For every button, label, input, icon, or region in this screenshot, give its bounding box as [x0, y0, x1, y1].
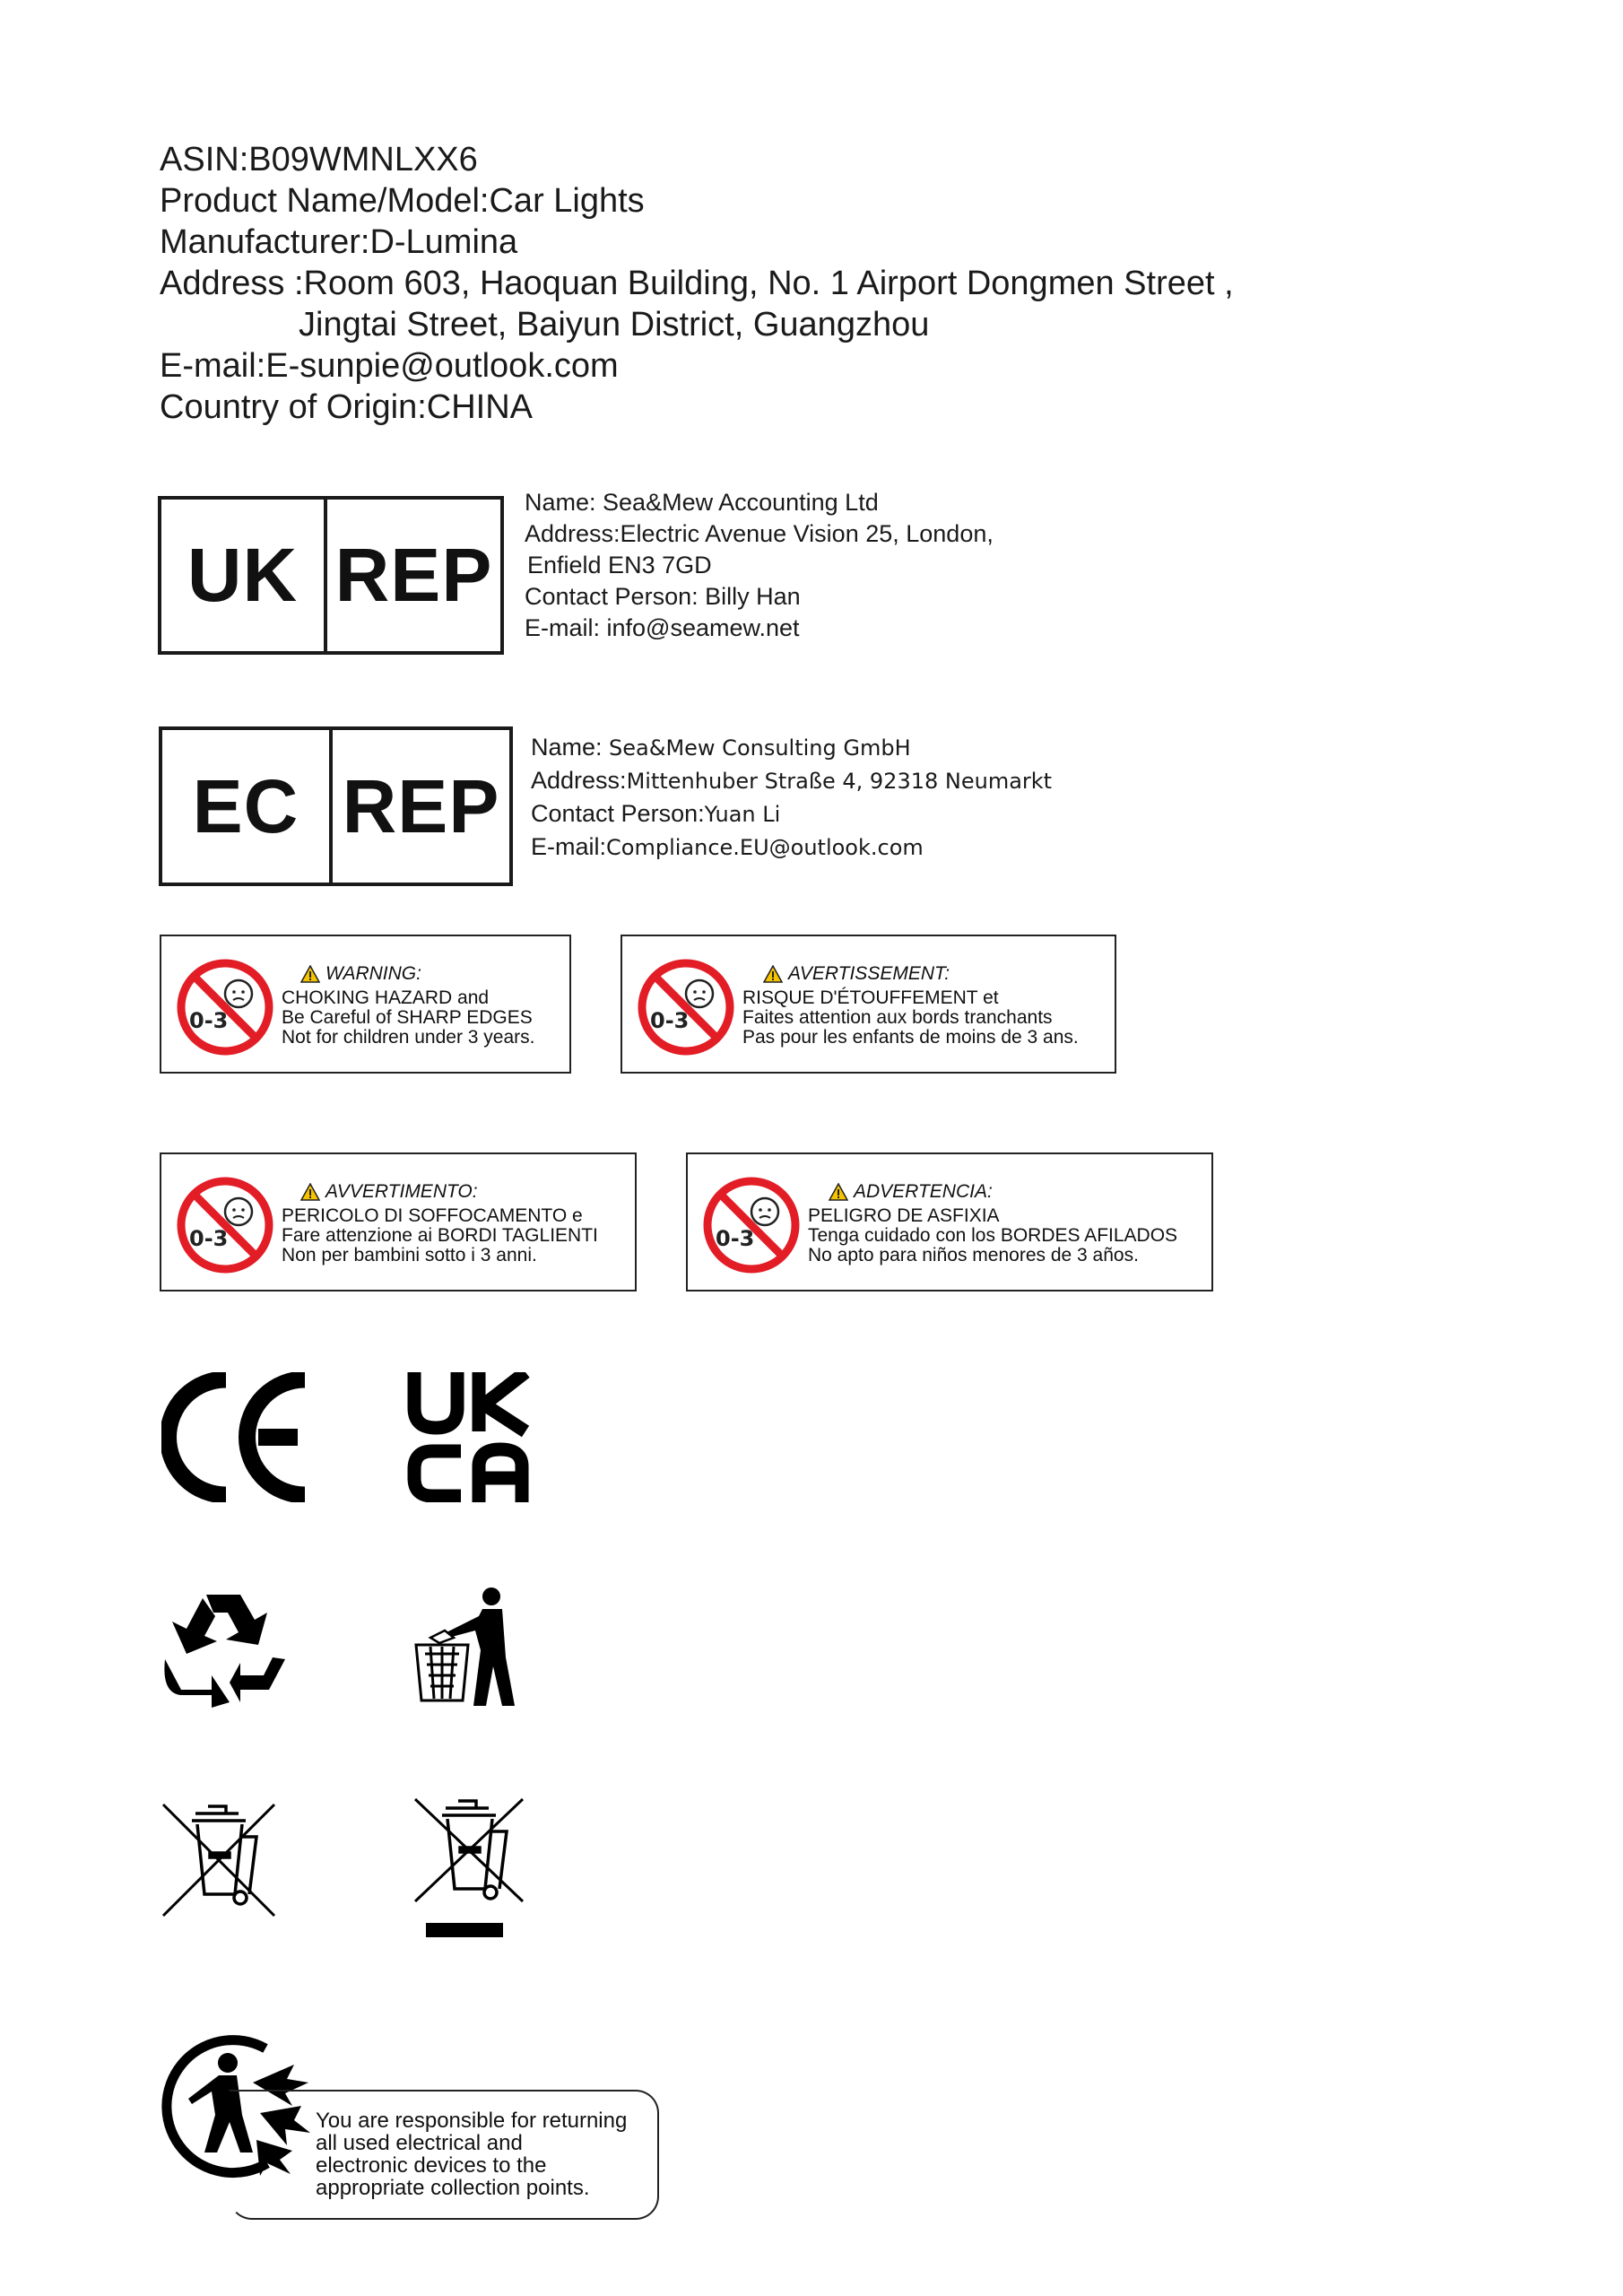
ce-mark-icon [161, 1372, 314, 1502]
warning-line-2: Fare attenzione ai BORDI TAGLIENTI [282, 1225, 598, 1246]
ec-rep-contact [531, 797, 1052, 831]
ec-rep-address-label: Address: [531, 767, 627, 794]
address-line-1: Address :Room 603, Haoquan Building, No. 1 Airport Dongmen Street , [160, 265, 1234, 302]
uk-rep-email: E-mail: info@seamew.net [525, 614, 800, 641]
ec-rep-email-label: E-mail: [531, 833, 607, 860]
warning-title [763, 963, 950, 985]
asin-line: ASIN:B09WMNLXX6 [160, 141, 478, 178]
warning-line-2: Faites attention aux bords tranchants [742, 1007, 1053, 1028]
country-line: Country of Origin:CHINA [160, 388, 534, 426]
tidyman-icon [412, 1586, 516, 1707]
uk-rep-address-1: Address:Electric Avenue Vision 25, London, [525, 520, 994, 547]
ec-rep-address [531, 764, 1052, 797]
uk-rep-contact: Contact Person: Billy Han [525, 583, 801, 610]
warning-body [808, 1206, 1177, 1265]
address-line-2: Jingtai Street, Baiyun District, Guangzhou [299, 306, 930, 344]
warning-label-fr [621, 935, 1116, 1074]
age-range-text: 0-3 [716, 1226, 755, 1251]
recycle-icon [161, 1587, 289, 1709]
ec-rep-name-value: Sea&Mew Consulting GmbH [609, 735, 911, 761]
warning-label-es [686, 1152, 1213, 1292]
uk-rep-address-2: Enfield EN3 7GD [527, 552, 712, 578]
weee-bin-crossed-icon [160, 1801, 278, 1919]
no-children-0-3-icon [176, 958, 274, 1057]
age-range-text: 0-3 [650, 1008, 690, 1033]
warning-triangle-icon [300, 965, 320, 983]
no-children-0-3-icon [176, 1176, 274, 1274]
ec-rep-contact-value: Yuan Li [704, 802, 781, 827]
product-name-line: Product Name/Model:Car Lights [160, 182, 645, 220]
notice-line-3: electronic devices to the [316, 2153, 547, 2178]
uk-rep-left-label: UK [161, 500, 327, 651]
warning-body [282, 988, 534, 1048]
warning-title [829, 1181, 993, 1203]
uk-rep-box [158, 496, 504, 655]
warning-title-text: ADVERTENCIA: [854, 1181, 993, 1202]
ec-rep-right-label: REP [342, 763, 500, 848]
ukca-mark-icon [405, 1372, 533, 1502]
warning-title-text: WARNING: [325, 963, 421, 984]
warning-line-3: Pas pour les enfants de moins de 3 ans. [742, 1027, 1079, 1048]
warning-body [742, 988, 1079, 1048]
triman-notice-text [316, 2109, 627, 2199]
warning-line-3: Non per bambini sotto i 3 anni. [282, 1245, 537, 1265]
warning-line-1: PERICOLO DI SOFFOCAMENTO e [282, 1205, 583, 1226]
product-info [160, 139, 1234, 428]
warning-line-1: CHOKING HAZARD and [282, 987, 490, 1008]
ec-rep-details [531, 731, 1052, 864]
notice-line-4: appropriate collection points. [316, 2176, 590, 2200]
warning-line-3: Not for children under 3 years. [282, 1027, 535, 1048]
weee-bin-crossed-bar-icon [410, 1796, 528, 1939]
no-children-0-3-icon [637, 958, 735, 1057]
notice-line-1: You are responsible for returning [316, 2109, 628, 2133]
warning-triangle-icon [763, 965, 783, 983]
ec-rep-contact-label: Contact Person: [531, 800, 705, 827]
ec-rep-name [531, 731, 1052, 764]
manufacturer-line: Manufacturer:D-Lumina [160, 223, 518, 261]
warning-label-it [160, 1152, 637, 1292]
uk-rep-details [525, 487, 994, 644]
warning-line-1: RISQUE D'ÉTOUFFEMENT et [742, 987, 999, 1008]
ec-rep-box [159, 726, 513, 886]
uk-rep-right-label: REP [334, 533, 493, 617]
warning-title [300, 1181, 478, 1203]
ec-rep-left-label: EC [162, 730, 333, 883]
age-range-text: 0-3 [189, 1008, 229, 1033]
warning-line-1: PELIGRO DE ASFIXIA [808, 1205, 1000, 1226]
no-children-0-3-icon [702, 1176, 801, 1274]
warning-line-2: Be Careful of SHARP EDGES [282, 1007, 533, 1028]
notice-line-2: all used electrical and [316, 2131, 523, 2155]
warning-label-en [160, 935, 571, 1074]
warning-line-2: Tenga cuidado con los BORDES AFILADOS [808, 1225, 1178, 1246]
email-line: E-mail:E-sunpie@outlook.com [160, 347, 619, 385]
age-range-text: 0-3 [189, 1226, 229, 1251]
warning-body [282, 1206, 598, 1265]
warning-triangle-icon [829, 1183, 848, 1201]
uk-rep-name: Name: Sea&Mew Accounting Ltd [525, 489, 879, 516]
warning-line-3: No apto para niños menores de 3 años. [808, 1245, 1139, 1265]
warning-title-text: AVERTISSEMENT: [788, 963, 950, 984]
ec-rep-email [531, 831, 1052, 864]
ec-rep-address-value: Mittenhuber Straße 4, 92318 Neumarkt [626, 769, 1053, 794]
ec-rep-email-value: Compliance.EU@outlook.com [606, 835, 924, 860]
warning-title [300, 963, 421, 985]
warning-title-text: AVVERTIMENTO: [325, 1181, 478, 1202]
ec-rep-name-label: Name: [531, 734, 610, 761]
warning-triangle-icon [300, 1183, 320, 1201]
